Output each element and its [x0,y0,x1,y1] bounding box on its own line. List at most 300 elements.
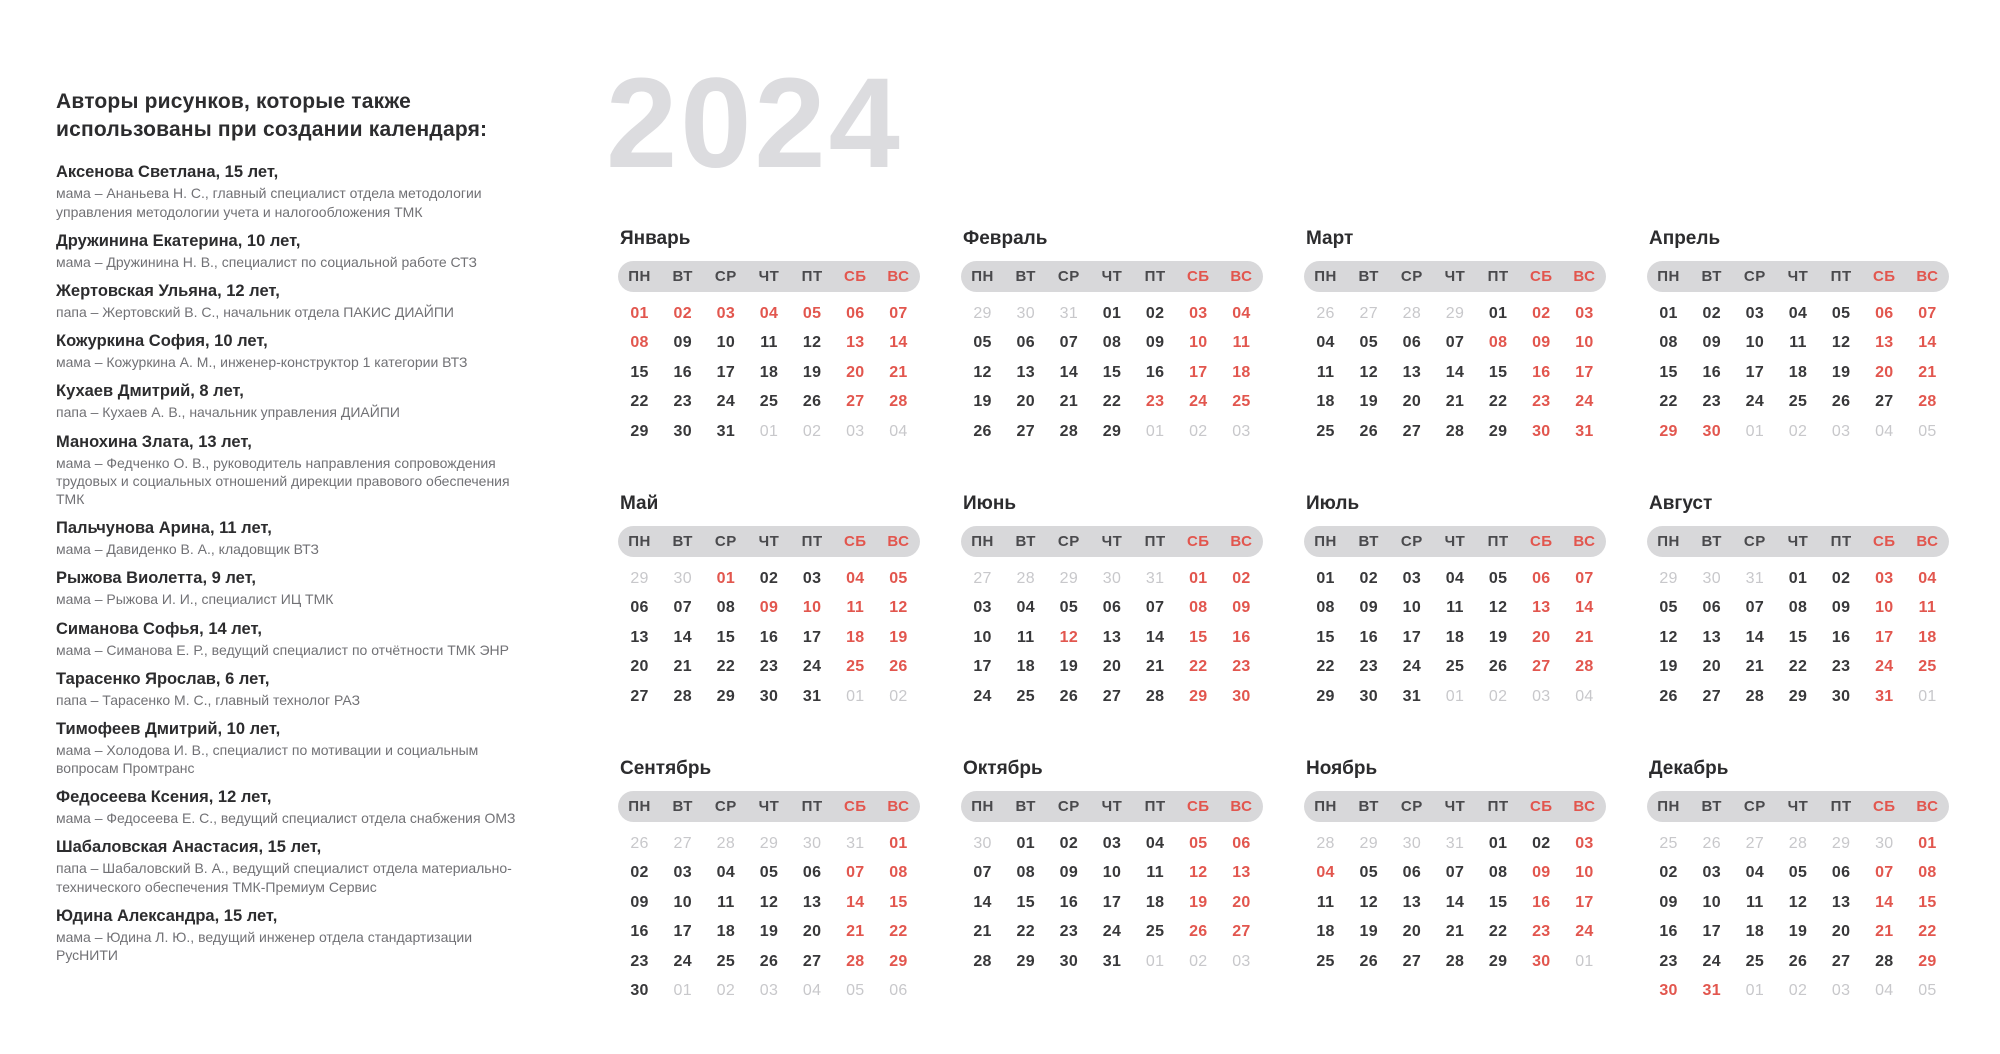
weekday-label: ЧТ [758,798,780,815]
day-cell: 17 [802,628,822,646]
day-cell: 09 [1059,864,1079,882]
weekday-label: СБ [1186,533,1210,550]
day-cell: 14 [1445,893,1465,911]
weekday-label: ПТ [801,533,823,550]
weekday-label: СБ [1872,798,1896,815]
author-name: Пальчунова Арина, 11 лет, [56,519,272,538]
day-cell: 01 [1918,687,1937,705]
day-cell: 01 [1745,982,1765,1000]
day-cell: 25 [1788,393,1808,411]
day-cell: 05 [1359,864,1378,882]
day-cell: 28 [1402,304,1422,322]
month-3 [1304,228,1606,493]
day-cell: 02 [716,982,736,1000]
day-cell: 13 [1831,893,1851,911]
day-cell: 07 [889,304,908,322]
author-entry [56,163,526,220]
day-cell: 22 [1488,923,1508,941]
day-cell: 02 [1232,569,1251,587]
day-cell: 16 [1232,628,1251,646]
day-cell: 05 [1059,599,1079,617]
month-title: Апрель [1649,228,1721,249]
day-cell: 02 [1359,569,1378,587]
day-cell: 31 [1445,834,1465,852]
day-cell: 02 [759,569,779,587]
day-cell: 21 [1059,393,1079,411]
day-cell: 03 [1402,569,1422,587]
day-cell: 07 [973,864,992,882]
day-cell: 22 [716,658,736,676]
day-cell: 17 [1575,363,1594,381]
day-cell: 15 [889,893,908,911]
day-cell: 08 [1488,334,1508,352]
weekday-label: ВС [1230,268,1253,285]
day-cell: 04 [1232,304,1251,322]
day-cell: 27 [973,569,992,587]
day-cell: 19 [889,628,908,646]
day-cell: 26 [1659,687,1678,705]
day-cell: 20 [1232,893,1251,911]
day-cell: 05 [1918,422,1937,440]
day-cell: 12 [1359,893,1378,911]
day-cell: 18 [1918,628,1937,646]
day-cell: 05 [1488,569,1508,587]
day-cell: 07 [1575,569,1594,587]
day-cell: 02 [1189,952,1208,970]
day-cell: 28 [973,952,992,970]
day-cell: 19 [1059,658,1079,676]
weekday-label: СР [1057,798,1080,815]
day-cell: 21 [1575,628,1594,646]
day-cell: 26 [1189,923,1208,941]
day-cell: 18 [716,923,736,941]
weekday-label: ВТ [1015,268,1036,285]
day-cell: 10 [1702,893,1721,911]
day-cell: 14 [1059,363,1079,381]
day-cell: 20 [630,658,649,676]
day-cell: 19 [1359,923,1378,941]
day-cell: 29 [1918,952,1937,970]
day-cell: 01 [673,982,692,1000]
author-info: мама – Юдина Л. Ю., ведущий инженер отдела стандартизации РусНИТИ [56,928,473,963]
month-title: Август [1649,493,1713,514]
author-entry [56,720,526,777]
day-cell: 20 [1016,393,1035,411]
weekday-header [961,261,1263,292]
weekday-label: ВТ [1701,533,1722,550]
day-cell: 04 [889,422,908,440]
day-cell: 27 [1831,952,1851,970]
day-cell: 14 [1145,628,1165,646]
day-cell: 01 [1745,422,1765,440]
day-cell: 11 [1016,628,1035,646]
day-cell: 20 [1102,658,1122,676]
month-title: Март [1306,228,1354,249]
author-info: мама – Рыжова И. И., специалист ИЦ ТМК [56,591,334,608]
author-entry [56,232,526,271]
weekday-label: ВТ [1701,268,1722,285]
month-7 [1304,493,1606,758]
author-info: папа – Жертовский В. С., начальник отдела ПАКИС ДИАЙПИ [56,304,454,320]
day-cell: 28 [1059,422,1079,440]
day-cell: 25 [1316,422,1335,440]
day-cell: 04 [1145,834,1165,852]
author-info: мама – Кожуркина А. М., инженер-конструктор 1 категории ВТЗ [56,354,468,371]
day-cell: 06 [1102,599,1122,617]
day-cell: 23 [1702,393,1721,411]
day-cell: 14 [1745,628,1765,646]
day-cell: 17 [1575,893,1594,911]
day-cell: 29 [1059,569,1079,587]
day-cell: 27 [1359,304,1378,322]
month-title: Июль [1306,493,1360,514]
day-cell: 03 [1532,687,1551,705]
day-grid [961,564,1263,712]
day-cell: 12 [802,334,822,352]
weekday-header [1304,261,1606,292]
author-entry [56,332,526,371]
weekday-header [961,791,1263,822]
day-cell: 23 [1659,952,1678,970]
day-cell: 20 [1532,628,1551,646]
day-cell: 24 [1745,393,1765,411]
day-cell: 25 [1445,658,1465,676]
day-cell: 30 [673,422,692,440]
day-cell: 29 [1659,422,1678,440]
weekday-header [961,526,1263,557]
day-cell: 25 [1745,952,1765,970]
weekday-label: ВС [1230,798,1253,815]
author-info: папа – Шабаловский В. А., ведущий специалист отдела материально-технического обеспечения ТМК-Премиум Сервис [56,860,512,895]
day-cell: 27 [630,687,649,705]
weekday-label: СР [1400,798,1423,815]
day-cell: 09 [759,599,779,617]
month-title: Сентябрь [620,758,712,779]
day-cell: 05 [1659,599,1678,617]
day-cell: 27 [1016,422,1035,440]
weekday-label: ЧТ [1101,798,1123,815]
day-cell: 31 [1702,982,1721,1000]
day-cell: 11 [1316,363,1335,381]
author-entry [56,433,526,509]
day-cell: 23 [1059,923,1079,941]
day-cell: 19 [973,393,992,411]
weekday-header [618,791,920,822]
day-cell: 31 [1402,687,1422,705]
day-cell: 04 [1788,304,1808,322]
day-cell: 03 [1831,982,1851,1000]
day-cell: 02 [802,422,822,440]
day-cell: 15 [1102,363,1122,381]
weekday-label: ПТ [1144,533,1166,550]
day-cell: 03 [1575,834,1594,852]
weekday-header [618,526,920,557]
day-cell: 29 [889,952,908,970]
day-cell: 29 [1359,834,1378,852]
day-cell: 18 [1316,393,1335,411]
weekday-label: ПН [1657,533,1680,550]
day-cell: 31 [846,834,865,852]
day-cell: 04 [759,304,779,322]
day-cell: 02 [1831,569,1851,587]
author-name: Тарасенко Ярослав, 6 лет, [56,669,270,688]
day-cell: 07 [673,599,692,617]
weekday-label: ВС [887,533,910,550]
weekday-label: СБ [1872,533,1896,550]
author-info: мама – Федосеева Е. С., ведущий специалист отдела снабжения ОМЗ [56,810,516,827]
weekday-label: ПТ [801,268,823,285]
author-name: Юдина Александра, 15 лет, [56,906,278,925]
day-cell: 21 [1918,363,1937,381]
author-info: мама – Симанова Е. Р., ведущий специалист по отчётности ТМК ЭНР [56,641,509,658]
day-cell: 05 [1788,864,1808,882]
month-6 [961,493,1263,758]
day-cell: 12 [1189,864,1208,882]
day-cell: 03 [1189,304,1208,322]
day-cell: 13 [1875,334,1894,352]
author-info: мама – Ананьева Н. С., главный специалист отдела методологии управления методологии учета и налогообложения ТМК [56,185,482,220]
author-name: Симанова Софья, 14 лет, [56,619,262,638]
day-cell: 22 [889,923,908,941]
day-cell: 19 [1359,393,1378,411]
weekday-label: ПН [1314,798,1337,815]
day-cell: 26 [1359,952,1378,970]
day-cell: 27 [846,393,865,411]
day-cell: 02 [1659,864,1678,882]
day-cell: 05 [1359,334,1378,352]
day-cell: 21 [889,363,908,381]
weekday-label: СР [1400,268,1423,285]
day-cell: 04 [1575,687,1594,705]
weekday-label: ВТ [1358,798,1379,815]
day-cell: 05 [759,864,779,882]
author-name: Манохина Злата, 13 лет, [56,432,252,451]
day-cell: 18 [846,628,865,646]
day-cell: 01 [630,304,649,322]
day-cell: 01 [1145,422,1165,440]
day-cell: 01 [1488,304,1508,322]
day-cell: 29 [1016,952,1035,970]
weekday-label: СБ [843,798,867,815]
author-info: папа – Тарасенко М. С., главный технолог РАЗ [56,691,361,708]
author-entry [56,788,526,827]
day-cell: 29 [1189,687,1208,705]
day-cell: 06 [889,982,908,1000]
day-cell: 28 [1575,658,1594,676]
author-entry [56,282,526,321]
day-cell: 11 [1146,864,1164,882]
day-cell: 28 [1788,834,1808,852]
day-cell: 24 [1575,923,1594,941]
day-cell: 09 [1659,893,1678,911]
day-cell: 07 [846,864,865,882]
day-cell: 22 [1316,658,1335,676]
day-cell: 25 [1659,834,1678,852]
weekday-header [1647,526,1949,557]
day-cell: 09 [1702,334,1721,352]
day-cell: 12 [1059,628,1079,646]
day-cell: 10 [802,599,822,617]
year-heading: 2024 [606,52,903,195]
day-cell: 03 [759,982,779,1000]
day-cell: 14 [1445,363,1465,381]
day-cell: 03 [716,304,736,322]
day-cell: 01 [1918,834,1937,852]
weekday-label: ВТ [1701,798,1722,815]
day-cell: 28 [1875,952,1894,970]
weekday-label: ВТ [672,798,693,815]
day-cell: 26 [973,422,992,440]
weekday-label: ЧТ [1101,533,1123,550]
weekday-label: СР [714,798,737,815]
day-cell: 31 [716,422,736,440]
day-cell: 02 [1788,982,1808,1000]
weekday-label: ЧТ [758,533,780,550]
day-cell: 12 [759,893,779,911]
day-cell: 26 [1316,304,1335,322]
day-cell: 18 [1232,363,1251,381]
day-cell: 22 [1918,923,1937,941]
day-cell: 09 [1232,599,1251,617]
day-cell: 26 [1488,658,1508,676]
day-cell: 06 [1402,864,1422,882]
day-cell: 28 [1316,834,1335,852]
day-grid [618,299,920,447]
day-cell: 30 [1402,834,1422,852]
day-cell: 14 [973,893,992,911]
day-cell: 03 [1831,422,1851,440]
day-cell: 10 [973,628,992,646]
month-9 [618,758,920,1006]
weekday-label: ВТ [1015,798,1036,815]
day-cell: 07 [1745,599,1765,617]
day-cell: 29 [973,304,992,322]
day-cell: 29 [630,422,649,440]
day-cell: 29 [1659,569,1678,587]
day-cell: 13 [1702,628,1721,646]
day-grid [1304,564,1606,712]
day-cell: 03 [1575,304,1594,322]
day-cell: 04 [1745,864,1765,882]
day-cell: 24 [1402,658,1422,676]
day-cell: 17 [1702,923,1721,941]
day-grid [1304,299,1606,447]
month-title: Октябрь [963,758,1043,779]
weekday-header [618,261,920,292]
weekday-header [1647,261,1949,292]
day-cell: 24 [1189,393,1208,411]
day-cell: 01 [1316,569,1335,587]
day-cell: 06 [1232,834,1251,852]
day-cell: 19 [1788,923,1808,941]
day-cell: 09 [1532,334,1551,352]
day-cell: 31 [1102,952,1122,970]
month-11 [1304,758,1606,1006]
day-cell: 04 [1316,864,1335,882]
month-8 [1647,493,1949,758]
day-cell: 10 [1189,334,1208,352]
author-name: Жертовская Ульяна, 12 лет, [56,282,280,300]
day-cell: 05 [846,982,865,1000]
day-cell: 01 [889,834,908,852]
weekday-label: ПТ [1487,533,1509,550]
day-cell: 25 [1016,687,1035,705]
day-cell: 06 [1016,334,1035,352]
day-cell: 02 [1532,304,1551,322]
day-cell: 10 [1102,864,1122,882]
day-cell: 20 [1875,363,1894,381]
day-cell: 21 [846,923,865,941]
authors-title: Авторы рисунков, которые также использованы при создании календаря: [56,90,488,141]
month-10 [961,758,1263,1006]
day-cell: 08 [1016,864,1035,882]
day-cell: 09 [1831,599,1851,617]
day-cell: 15 [716,628,736,646]
day-cell: 22 [1016,923,1035,941]
weekday-label: ЧТ [1444,533,1466,550]
day-cell: 01 [846,687,865,705]
day-cell: 22 [630,393,649,411]
month-12 [1647,758,1949,1006]
day-cell: 31 [1575,422,1594,440]
weekday-label: ВС [1573,798,1596,815]
day-cell: 03 [673,864,692,882]
day-cell: 22 [1189,658,1208,676]
day-cell: 30 [1532,952,1551,970]
day-cell: 04 [1016,599,1035,617]
day-cell: 24 [716,393,736,411]
weekday-label: ВТ [1358,533,1379,550]
month-4 [1647,228,1949,493]
day-cell: 01 [1016,834,1035,852]
day-cell: 24 [1102,923,1122,941]
day-cell: 23 [759,658,779,676]
day-cell: 27 [1402,952,1422,970]
weekday-label: ПТ [1487,268,1509,285]
day-cell: 21 [1145,658,1165,676]
day-cell: 24 [1575,393,1594,411]
day-cell: 31 [1059,304,1079,322]
day-cell: 08 [889,864,908,882]
day-cell: 18 [1788,363,1808,381]
day-cell: 12 [1831,334,1851,352]
day-cell: 12 [889,599,908,617]
weekday-label: ЧТ [1787,268,1809,285]
day-cell: 11 [846,599,865,617]
day-cell: 28 [716,834,736,852]
day-cell: 03 [1702,864,1721,882]
day-cell: 16 [630,923,649,941]
day-cell: 29 [1831,834,1851,852]
day-cell: 04 [846,569,865,587]
day-cell: 16 [759,628,779,646]
day-cell: 10 [1402,599,1422,617]
day-cell: 02 [1189,422,1208,440]
day-cell: 02 [1788,422,1808,440]
day-cell: 18 [1016,658,1035,676]
author-info: мама – Федченко О. В., руководитель направления сопровождения трудовых и социальных отношений дирекции правового обеспечения ТМК [56,454,510,507]
day-cell: 24 [673,952,692,970]
day-cell: 05 [973,334,992,352]
day-cell: 26 [1831,393,1851,411]
day-cell: 13 [1102,628,1122,646]
weekday-label: ЧТ [1787,533,1809,550]
day-cell: 30 [802,834,822,852]
day-cell: 04 [1875,422,1894,440]
weekday-label: ВТ [672,533,693,550]
day-cell: 03 [802,569,822,587]
day-cell: 03 [973,599,992,617]
